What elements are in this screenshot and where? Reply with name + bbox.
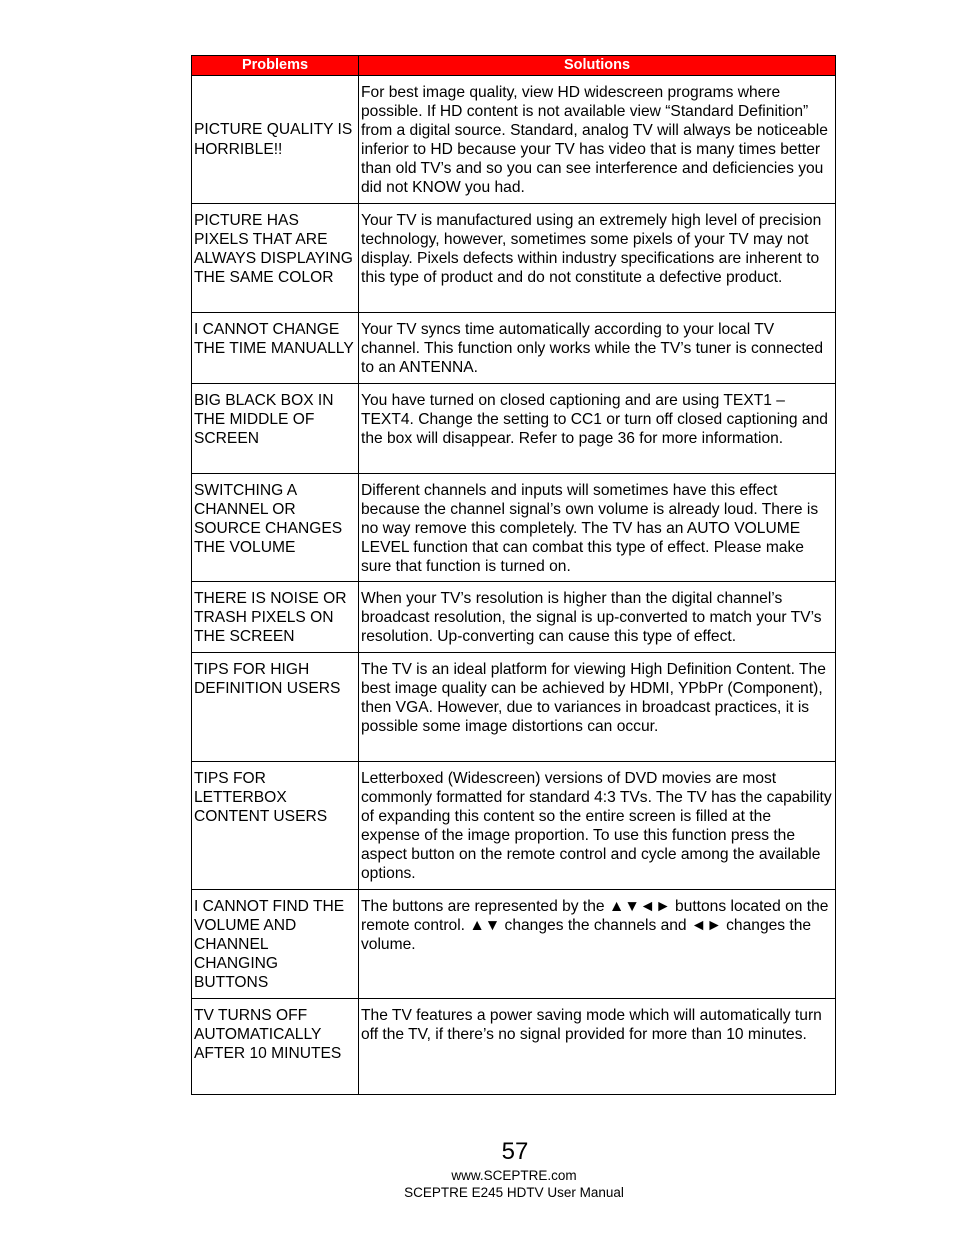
problem-cell: THERE IS NOISE OR TRASH PIXELS ON THE SCREEN: [192, 582, 359, 653]
manual-title: SCEPTRE E245 HDTV User Manual: [404, 1185, 624, 1200]
solution-cell: You have turned on closed captioning and are using TEXT1 – TEXT4. Change the setting to CC1 or turn off closed captioning and the box will disappear. Refer to page 36 for more information.: [359, 384, 836, 474]
problem-cell: TV TURNS OFF AUTOMATICALLY AFTER 10 MINUTES: [192, 999, 359, 1095]
problem-cell: I CANNOT CHANGE THE TIME MANUALLY: [192, 313, 359, 384]
table-row: [192, 313, 836, 384]
problem-cell: TIPS FOR LETTERBOX CONTENT USERS: [192, 762, 359, 890]
solution-cell: For best image quality, view HD widescreen programs where possible. If HD content is not available view “Standard Definition” from a digital source. Standard, analog TV will always be noticeable inferior to HD because your TV has video that is many times better than old TV’s and so you can see interference and deficiencies you did not KNOW you had.: [359, 76, 836, 204]
solutions-column-header: Solutions: [359, 56, 836, 76]
table-row: [192, 76, 836, 204]
problems-column-header: Problems: [192, 56, 359, 76]
problem-cell: SWITCHING A CHANNEL OR SOURCE CHANGES THE VOLUME: [192, 474, 359, 582]
table-row: [192, 204, 836, 313]
website-url: www.SCEPTRE.com: [451, 1168, 577, 1183]
problem-cell: TIPS FOR HIGH DEFINITION USERS: [192, 653, 359, 762]
solution-cell: Your TV syncs time automatically according to your local TV channel. This function only works while the TV’s tuner is connected to an ANTENNA.: [359, 313, 836, 384]
problem-cell: PICTURE QUALITY IS HORRIBLE!!: [192, 76, 359, 204]
table-row: [192, 762, 836, 890]
troubleshooting-table: [191, 55, 836, 1095]
solution-cell: The TV is an ideal platform for viewing High Definition Content. The best image quality can be achieved by HDMI, YPbPr (Component), then VGA. However, due to variances in broadcast practices, it is possible some image distortions can occur.: [359, 653, 836, 762]
problem-cell: I CANNOT FIND THE VOLUME AND CHANNEL CHANGING BUTTONS: [192, 890, 359, 999]
solution-cell: Letterboxed (Widescreen) versions of DVD movies are most commonly formatted for standard 4:3 TVs. The TV has the capability of expanding this content so the entire screen is filled at the expense of the image proportion. To use this function press the aspect button on the remote control and cycle among the available options.: [359, 762, 836, 890]
table-row: [192, 582, 836, 653]
table-row: [192, 384, 836, 474]
table-row: [192, 653, 836, 762]
table-row: [192, 999, 836, 1095]
page-number: 57: [501, 1138, 529, 1165]
problem-cell: PICTURE HAS PIXELS THAT ARE ALWAYS DISPLAYING THE SAME COLOR: [192, 204, 359, 313]
solution-cell: The buttons are represented by the ▲▼◄► buttons located on the remote control. ▲▼ changes the channels and ◄► changes the volume.: [359, 890, 836, 999]
problem-cell: BIG BLACK BOX IN THE MIDDLE OF SCREEN: [192, 384, 359, 474]
table-header-row: [192, 56, 836, 76]
solution-cell: The TV features a power saving mode which will automatically turn off the TV, if there’s no signal provided for more than 10 minutes.: [359, 999, 836, 1095]
table-row: [192, 890, 836, 999]
table-row: [192, 474, 836, 582]
solution-cell: Your TV is manufactured using an extremely high level of precision technology, however, sometimes some pixels of your TV may not display. Pixels defects within industry specifications are inherent to this type of product and do not constitute a defective product.: [359, 204, 836, 313]
solution-cell: When your TV’s resolution is higher than the digital channel’s broadcast resolution, the signal is up-converted to match your TV’s resolution. Up-converting can cause this type of effect.: [359, 582, 836, 653]
solution-cell: Different channels and inputs will sometimes have this effect because the channel signal’s own volume is already loud. There is no way remove this completely. The TV has an AUTO VOLUME LEVEL function that can combat this type of effect. Please make sure that function is turned on.: [359, 474, 836, 582]
